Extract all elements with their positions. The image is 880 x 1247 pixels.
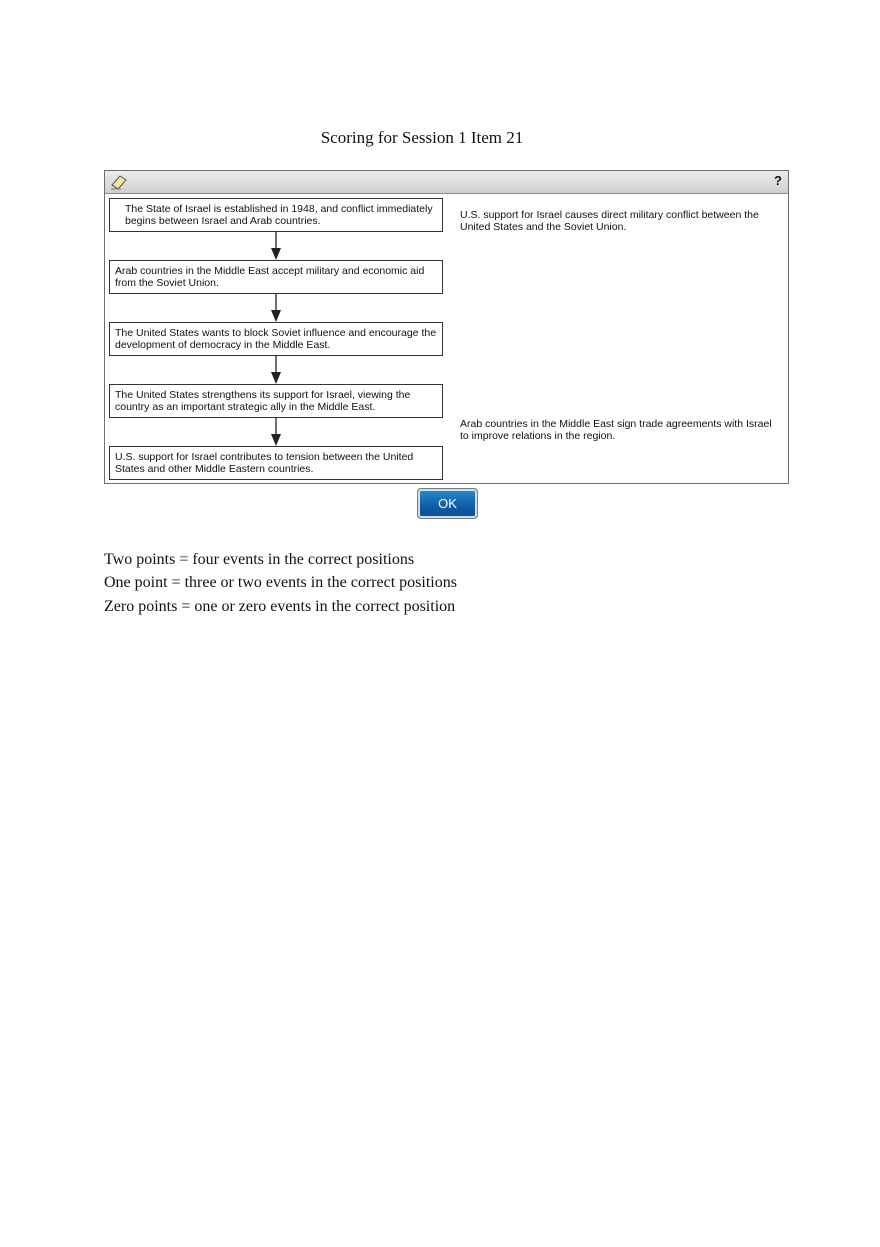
event-box-2[interactable]: Arab countries in the Middle East accept military and economic aid from the Soviet Union. (109, 260, 443, 294)
arrow-down-icon (269, 356, 283, 384)
eraser-icon[interactable] (109, 173, 129, 191)
scoring-rubric (104, 548, 457, 618)
arrow-down-icon (269, 294, 283, 322)
rubric-line-two-points: Two points = four events in the correct positions (104, 551, 415, 568)
rubric-line-one-point: One point = three or two events in the correct positions (104, 574, 457, 592)
distractor-option-2[interactable]: Arab countries in the Middle East sign trade agreements with Israel to improve relations in the region. (460, 418, 772, 442)
rubric-line-zero-points: Zero points = one or zero events in the correct position (104, 597, 456, 615)
event-box-4[interactable]: The United States strengthens its support for Israel, viewing the country as an important strategic ally in the Middle East. (109, 384, 443, 418)
event-box-5[interactable]: U.S. support for Israel contributes to tension between the United States and other Middle Eastern countries. (109, 446, 443, 480)
help-icon[interactable]: ? (774, 173, 782, 188)
arrow-down-icon (269, 418, 283, 446)
page-title: Scoring for Session 1 Item 21 (320, 128, 524, 147)
event-box-3[interactable]: The United States wants to block Soviet influence and encourage the development of democracy in the Middle East. (109, 322, 443, 356)
sequence-item-window (104, 170, 789, 484)
distractor-option-1[interactable]: U.S. support for Israel causes direct military conflict between the United States and the Soviet Union. (460, 209, 759, 233)
arrow-down-icon (269, 232, 283, 260)
event-box-1[interactable]: The State of Israel is established in 1948, and conflict immediately begins between Israel and Arab countries. (109, 198, 443, 232)
toolbar (105, 171, 788, 194)
ok-button[interactable]: OK (417, 488, 478, 519)
